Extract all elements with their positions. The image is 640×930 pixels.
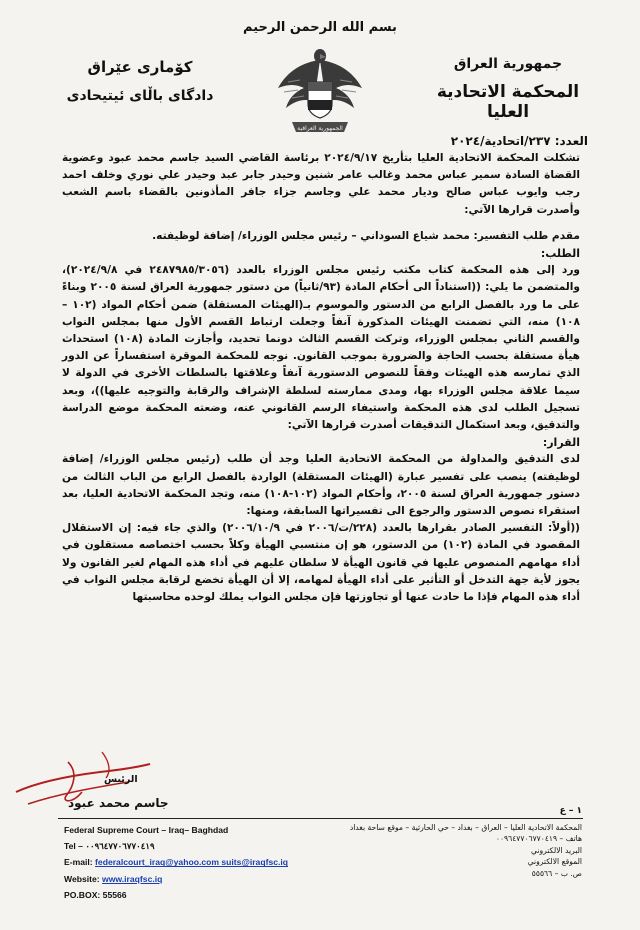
tel-value: – ٠٠٩٦٤٧٧٠٦٧٧٠٤١٩	[78, 841, 155, 852]
email-link[interactable]: federalcourt_iraq@yahoo.com suits@iraqfsc.iq	[95, 857, 289, 868]
footer-address-ar: المحكمة الاتحادية العليا – العراق – بغداد – حي الحارثية – موقع ساحة بغداد	[349, 823, 582, 832]
intro-paragraph: تشكلت المحكمة الاتحادية العليا بتأريخ ٢٠٢٤/٩/١٧ برئاسة القاضي السيد جاسم محمد عبود وعضوية القضاة السادة سمير عباس محمد وغالب عامر شنين وحيدر جابر عبد وحيدر علي نوري وخلف احمد رجب وايوب عباس صالح وديار محمد علي وجاسم جزاء جافر المأذونين بالقضاء باسم الشعب وأصدرت قرارها الآتي:	[62, 152, 580, 216]
country-name-kurdish: کۆماری عێراق	[87, 58, 193, 76]
page-number: ١ – ع	[559, 806, 582, 816]
footer-pobox-ar: ص. ب – ٥٥٥٦٦	[531, 868, 582, 878]
email-label: E-mail:	[64, 857, 93, 868]
court-name-kurdish: دادگای باڵای ئیتیحادی	[66, 88, 214, 104]
footer-english	[64, 822, 288, 903]
footer-court-en: Federal Supreme Court – Iraq– Baghdad	[64, 825, 229, 835]
emblem-banner-text: الجمهورية العراقية	[297, 125, 343, 132]
request-paragraph: ورد إلى هذه المحكمة كتاب مكتب رئيس مجلس الوزراء بالعدد (٢٤٨٧٩٨٥/٣٠٥٦ في ٢٠٢٤/٩/٨)، والمتضمن ما يلي: ((استناداً الى أحكام المادة (٩٣/ثانياً) من دستور جمهورية العراق لسنة ٢٠٠٥ وبناءً على ما ورد بالفصل الرابع من الدستور والموسوم بـ(الهيئات المستقلة) ضمن أحكام المواد (١٠٢ – ١٠٨) منه، التي تضمنت الهيئات المذكورة آنفاً وجعلت ارتباط القسم الأول منها بمجلس النواب والقسم الثاني بمجلس الوزراء، وتركت القسم الثالث دونما تحديد، وأجازت المادة (١٠٨) استحداث هيأة مستقلة بحسب الحاجة والضرورة بموجب القانون. نوجه للمحكمة الموقرة استفساراً عن الدور الذي تمارسه هذه الهيئات وفقاً للنصوص الدستورية آنفاً وعلاقتها بالسلطات الأخرى في الدولة لا سيما علاقة مجلس الوزراء بها، ومدى ممارسته لسلطة الإشراف والرقابة والتوجيه عليها))، وبعد تسجيل الطلب لدى هذه المحكمة واستيفاء الرسم القانوني عنه، وضعته المحكمة موضع الدراسة والتدقيق، وبعد استكمال التدقيقات أصدرت قرارها الآتي:	[62, 264, 581, 432]
website-label: Website:	[64, 873, 100, 884]
court-name-arabic: المحكمة الاتحادية العليا	[436, 82, 580, 122]
footer-email-label-ar: البريد الالكتروني	[531, 845, 582, 855]
website-link[interactable]: www.iraqfsc.iq	[102, 873, 163, 884]
decision-number: العدد: ٢٣٧/اتحادية/٢٠٢٤	[450, 134, 588, 148]
country-name-arabic: جمهورية العراق	[453, 56, 563, 72]
basmala: بسم الله الرحمن الرحيم	[243, 20, 397, 35]
footer-website-en	[64, 871, 288, 887]
request-heading: الطلب:	[540, 247, 580, 261]
footer-pobox-en: PO.BOX: 55566	[64, 889, 127, 900]
first-point-paragraph: ((أولاً: التفسير الصادر بقرارها بالعدد (٢٢٨/ت/٢٠٠٦ في ٢٠٠٦/١٠/٩) والذي جاء فيه: إن الاستقلال المقصود في المادة (١٠٢) من الدستور، هو إن منتسبي الهيأة وكلاً بحسب اختصاصه مستقلون في أداء مهامهم المنصوص عليها في قانون الهيأة لا سلطان عليهم في أداء هذه المهام لغير القانون ولا يجوز لأية جهة التدخل أو التأثير على أداء الهيأة لمهامه، إلا أن الهيأة تخضع لرقابة مجلس النواب في أداء هذه المهام فإذا ما حادت عنها أو تجاوزتها فإن مجلس النواب يملك لوحده محاسبتها	[62, 522, 581, 604]
header-left-block	[60, 58, 220, 104]
footer-phone-ar: هاتف – ٠٠٩٦٤٧٧٠٦٧٧٠٤١٩	[495, 834, 582, 844]
header-right-block	[428, 56, 588, 148]
decision-heading: القرار:	[542, 436, 580, 450]
document-body	[62, 150, 580, 606]
signature-name: جاسم محمد عبود	[68, 796, 169, 810]
iraq-eagle-emblem-icon	[274, 42, 366, 142]
footer-email-en	[64, 854, 288, 870]
footer-website-label-ar: الموقع الالكتروني	[527, 857, 582, 867]
signature-title: الرئيس	[104, 774, 138, 785]
footer-arabic	[302, 822, 582, 879]
footer-tel-en	[64, 838, 288, 854]
decision-paragraph: لدى التدقيق والمداولة من المحكمة الاتحادية العليا وجد أن طلب (رئيس مجلس الوزراء/ إضافة لوظيفته) ينصب على تفسير عبارة (الهيئات المستقلة) الواردة بالفصل الرابع من الباب الثالث من دستور جمهورية العراق لسنة ٢٠٠٥، وأحكام المواد (١٠٢-١٠٨) منه، وتجد المحكمة الاتحادية العليا، بعد استقراء نصوص الدستور والرجوع الى تفسيراتها السابقة، ومنها:	[62, 453, 580, 518]
footer-divider	[58, 818, 583, 819]
tel-label: Tel	[64, 841, 76, 852]
applicant-line: مقدم طلب التفسير: محمد شياع السوداني – رئيس مجلس الوزراء/ إضافة لوظيفته.	[152, 229, 580, 242]
